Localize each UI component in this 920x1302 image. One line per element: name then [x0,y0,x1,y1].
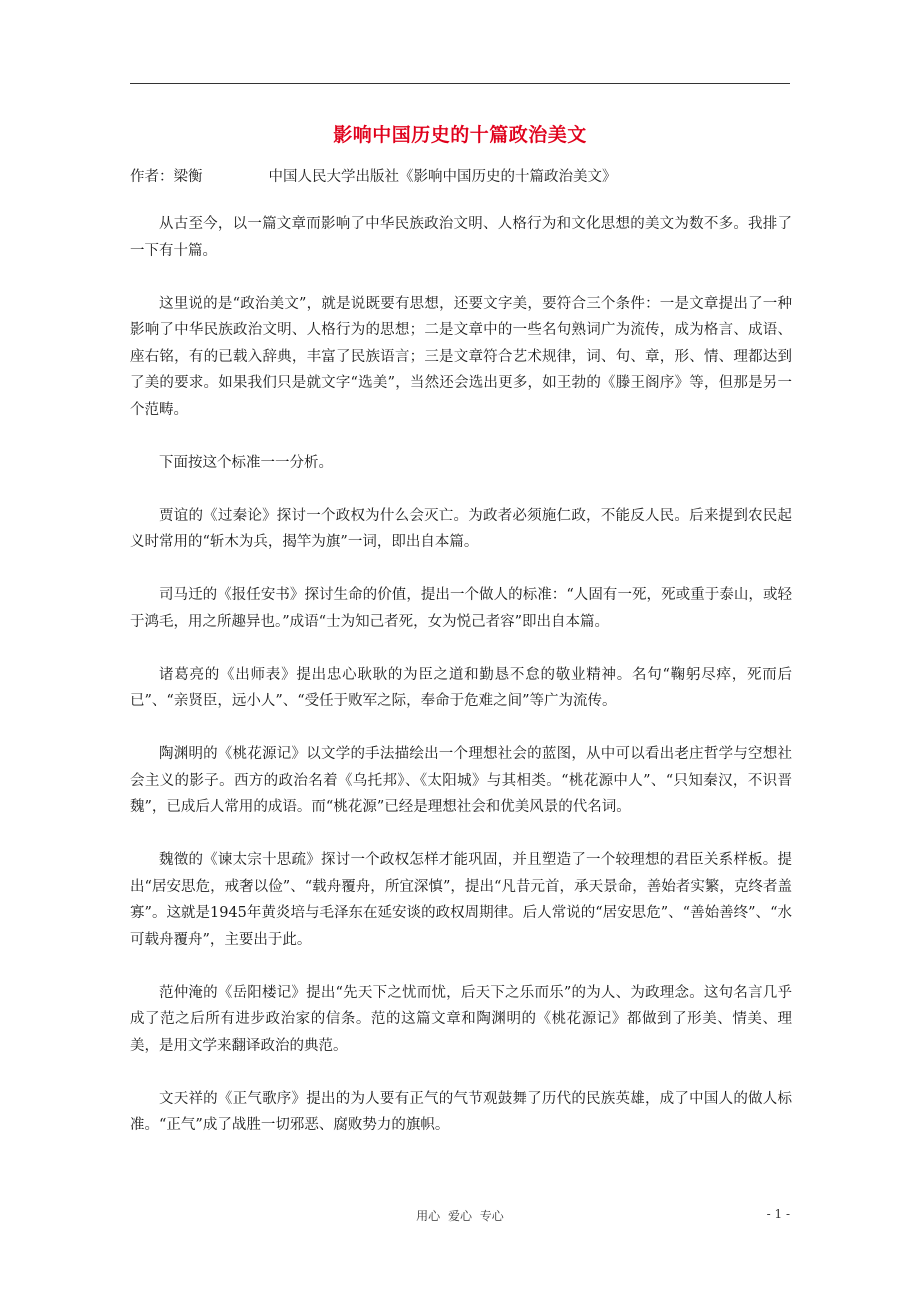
footer-motto: 用心 爱心 专心 [416,1209,504,1223]
article-body [130,211,792,1165]
paragraph: 贾谊的《过秦论》探讨一个政权为什么会灭亡。为政者必须施仁政，不能反人民。后来提到农民起义时常用的“斩木为兵，揭竿为旗”一词，即出自本篇。 [130,507,792,550]
header-rule [130,83,790,84]
paragraph: 文天祥的《正气歌序》提出的为人要有正气的气节观鼓舞了历代的民族英雄，成了中国人的做人标准。“正气”成了战胜一切邪恶、腐败势力的旗帜。 [130,1090,792,1133]
page-title: 影响中国历史的十篇政治美文 [333,124,587,146]
paragraph: 诸葛亮的《出师表》提出忠心耿耿的为臣之道和勤恳不怠的敬业精神。名句“鞠躬尽瘁，死而后已”、“亲贤臣，远小人”、“受任于败军之际，奉命于危难之间”等广为流传。 [130,666,792,709]
publisher: 中国人民大学出版社《影响中国历史的十篇政治美文》 [268,169,617,185]
paragraph: 司马迁的《报任安书》探讨生命的价值，提出一个做人的标准：“人固有一死，死或重于泰山，或轻于鸿毛，用之所趣异也。”成语“士为知己者死，女为悦己者容”即出自本篇。 [130,587,792,630]
paragraph: 陶渊明的《桃花源记》以文学的手法描绘出一个理想社会的蓝图，从中可以看出老庄哲学与空想社会主义的影子。西方的政治名着《乌托邦》、《太阳城》与其相类。“桃花源中人”、“只知秦汉，不识晋魏”，已成后人常用的成语。而“桃花源”已经是理想社会和优美风景的代名词。 [130,746,792,815]
paragraph: 从古至今，以一篇文章而影响了中华民族政治文明、人格行为和文化思想的美文为数不多。我排了一下有十篇。 [130,216,792,259]
paragraph: 魏徵的《谏太宗十思疏》探讨一个政权怎样才能巩固，并且塑造了一个较理想的君臣关系样板。提出“居安思危，戒奢以俭”、“载舟覆舟，所宜深慎”，提出“凡昔元首，承天景命，善始者实繁，克终者盖寡”。这就是1945年黄炎培与毛泽东在延安谈的政权周期律。后人常说的“居安思危”、“善始善终”、“水可载舟覆舟”，主要出于此。 [130,852,792,948]
page-number: - 1 - [766,1207,790,1221]
paragraph: 范仲淹的《岳阳楼记》提出“先天下之忧而忧，后天下之乐而乐”的为人、为政理念。这句名言几乎成了范之后所有进步政治家的信条。范的这篇文章和陶渊明的《桃花源记》都做到了形美、情美、理美，是用文学来翻译政治的典范。 [130,984,792,1054]
paragraph: 下面按这个标准一一分析。 [159,454,333,471]
paragraph: 这里说的是“政治美文”，就是说既要有思想，还要文字美，要符合三个条件：一是文章提出了一种影响了中华民族政治文明、人格行为的思想；二是文章中的一些名句熟词广为流传，成为格言、成语、座右铭，有的已载入辞典，丰富了民族语言；三是文章符合艺术规律，词、句、章，形、情、理都达到了美的要求。如果我们只是就文字“选美”，当然还会选出更多，如王勃的《滕王阁序》等，但那是另一个范畴。 [130,295,792,418]
author: 作者：梁衡 [130,169,203,185]
byline [130,165,617,186]
